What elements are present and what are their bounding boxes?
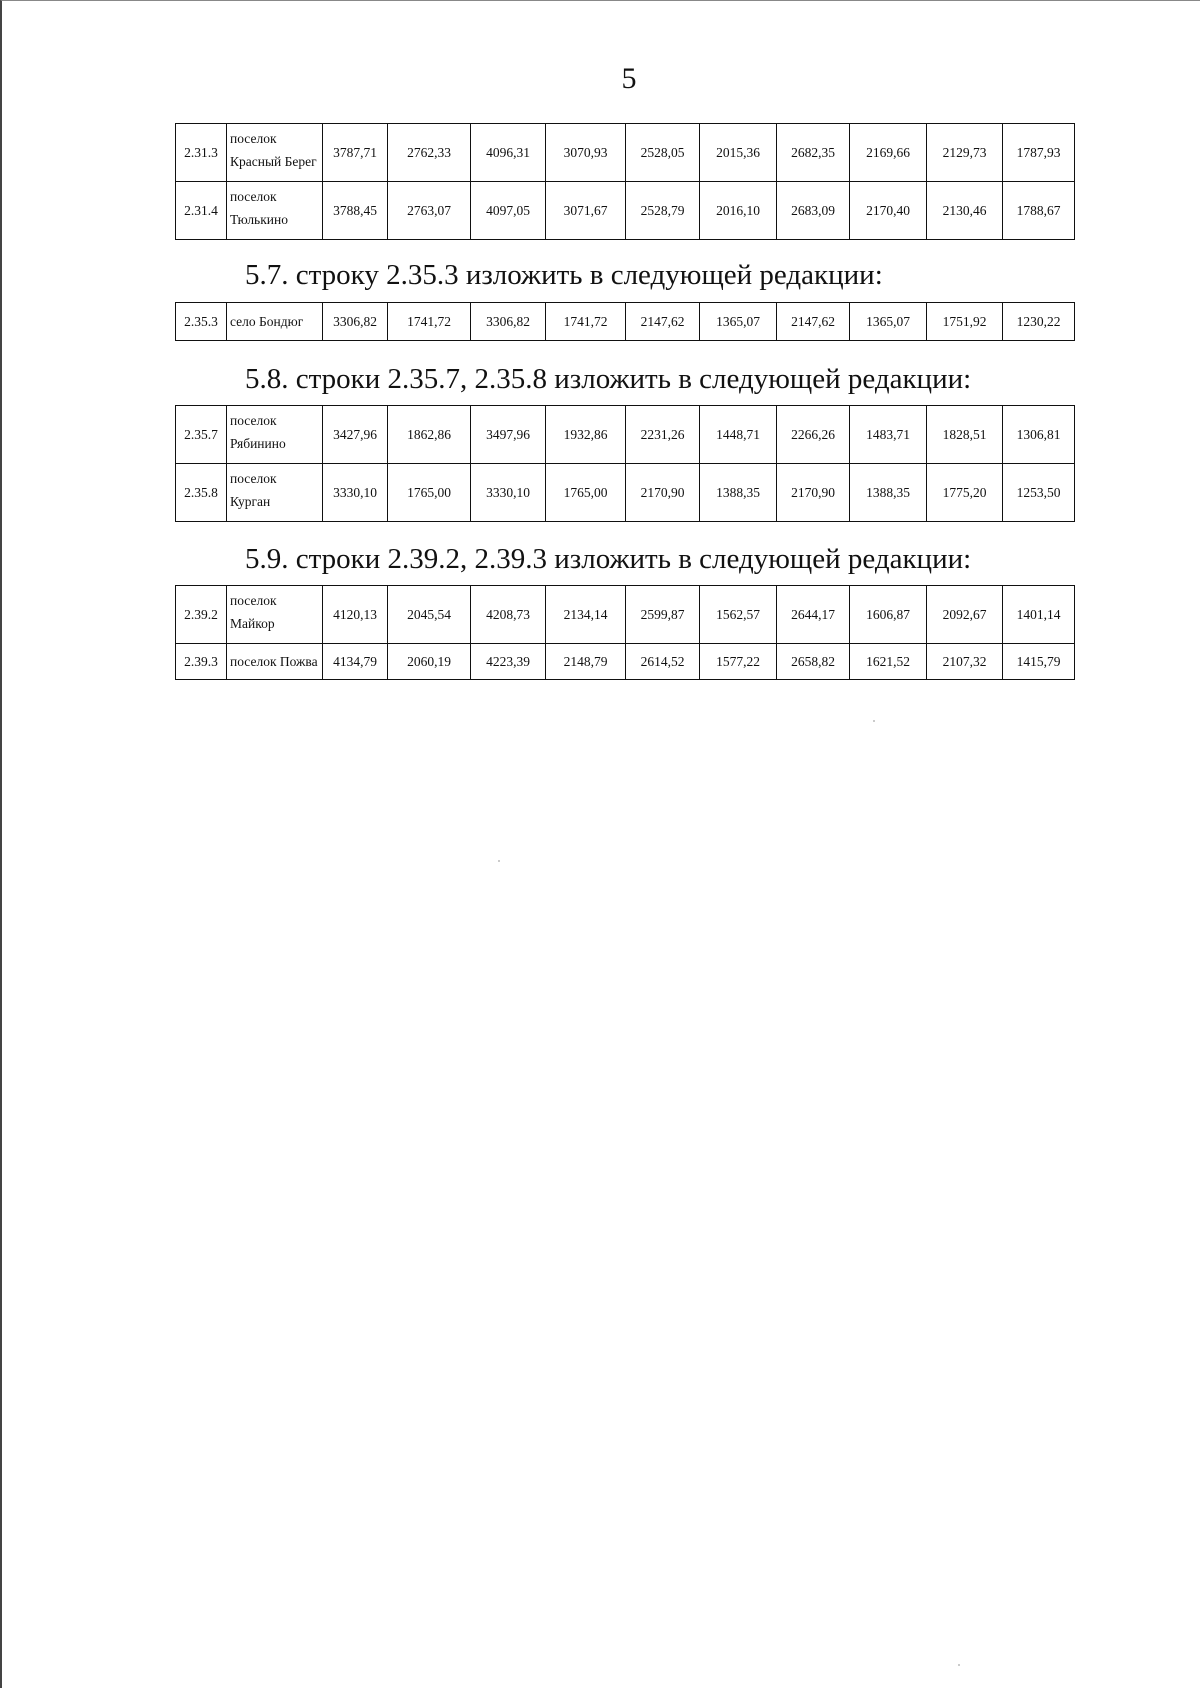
row-value: 4097,05 bbox=[471, 182, 546, 240]
row-value: 3427,96 bbox=[323, 406, 388, 464]
row-value: 1415,79 bbox=[1003, 644, 1075, 680]
row-value: 2599,87 bbox=[626, 586, 700, 644]
scan-speck bbox=[873, 720, 875, 722]
row-value: 1862,86 bbox=[388, 406, 471, 464]
row-code: 2.39.2 bbox=[176, 586, 227, 644]
row-value: 2266,26 bbox=[777, 406, 850, 464]
row-value: 2528,79 bbox=[626, 182, 700, 240]
row-value: 1230,22 bbox=[1003, 303, 1075, 341]
row-name-line1: поселок bbox=[230, 188, 277, 204]
row-value: 3306,82 bbox=[323, 303, 388, 341]
row-value: 1365,07 bbox=[850, 303, 927, 341]
row-value: 1577,22 bbox=[700, 644, 777, 680]
row-value: 3787,71 bbox=[323, 124, 388, 182]
table-row bbox=[176, 124, 1075, 182]
row-value: 1388,35 bbox=[700, 464, 777, 522]
row-value: 2147,62 bbox=[626, 303, 700, 341]
row-code: 2.31.4 bbox=[176, 182, 227, 240]
row-value: 1365,07 bbox=[700, 303, 777, 341]
row-value: 2682,35 bbox=[777, 124, 850, 182]
row-name: поселок Пожва bbox=[227, 644, 323, 680]
row-value: 1741,72 bbox=[388, 303, 471, 341]
row-name bbox=[227, 464, 323, 522]
row-value: 2528,05 bbox=[626, 124, 700, 182]
row-value: 1787,93 bbox=[1003, 124, 1075, 182]
row-value: 2092,67 bbox=[927, 586, 1003, 644]
row-value: 1562,57 bbox=[700, 586, 777, 644]
row-value: 2231,26 bbox=[626, 406, 700, 464]
row-value: 2763,07 bbox=[388, 182, 471, 240]
row-value: 3070,93 bbox=[546, 124, 626, 182]
row-name: село Бондюг bbox=[227, 303, 323, 341]
row-value: 2147,62 bbox=[777, 303, 850, 341]
row-value: 2169,66 bbox=[850, 124, 927, 182]
row-value: 2148,79 bbox=[546, 644, 626, 680]
row-value: 2060,19 bbox=[388, 644, 471, 680]
row-value: 2130,46 bbox=[927, 182, 1003, 240]
row-value: 1788,67 bbox=[1003, 182, 1075, 240]
row-value: 2129,73 bbox=[927, 124, 1003, 182]
row-code: 2.39.3 bbox=[176, 644, 227, 680]
row-name-line2: Рябинино bbox=[230, 435, 286, 451]
row-name bbox=[227, 182, 323, 240]
row-value: 2107,32 bbox=[927, 644, 1003, 680]
row-value: 2683,09 bbox=[777, 182, 850, 240]
row-value: 4120,13 bbox=[323, 586, 388, 644]
row-value: 4134,79 bbox=[323, 644, 388, 680]
row-value: 1828,51 bbox=[927, 406, 1003, 464]
row-value: 1388,35 bbox=[850, 464, 927, 522]
row-value: 2170,40 bbox=[850, 182, 927, 240]
row-value: 2016,10 bbox=[700, 182, 777, 240]
row-value: 1765,00 bbox=[388, 464, 471, 522]
row-name bbox=[227, 406, 323, 464]
page-number: 5 bbox=[621, 62, 637, 95]
row-name-line1: поселок bbox=[230, 412, 277, 428]
row-value: 3497,96 bbox=[471, 406, 546, 464]
row-value: 2658,82 bbox=[777, 644, 850, 680]
table-row bbox=[176, 182, 1075, 240]
table-rows-2-31 bbox=[175, 123, 1075, 240]
row-value: 1606,87 bbox=[850, 586, 927, 644]
row-value: 1765,00 bbox=[546, 464, 626, 522]
row-code: 2.35.3 bbox=[176, 303, 227, 341]
row-value: 4208,73 bbox=[471, 586, 546, 644]
section-heading-5-9: 5.9. строки 2.39.2, 2.39.3 изложить в следующей редакции: bbox=[245, 543, 972, 575]
scan-speck bbox=[498, 860, 500, 862]
table-row-2-35-3 bbox=[175, 302, 1075, 341]
row-value: 3306,82 bbox=[471, 303, 546, 341]
row-name-line1: поселок bbox=[230, 470, 277, 486]
row-name-line2: Курган bbox=[230, 493, 271, 509]
row-value: 2170,90 bbox=[626, 464, 700, 522]
row-value: 1401,14 bbox=[1003, 586, 1075, 644]
row-value: 1751,92 bbox=[927, 303, 1003, 341]
row-value: 2614,52 bbox=[626, 644, 700, 680]
table-row bbox=[176, 644, 1075, 680]
row-value: 3330,10 bbox=[323, 464, 388, 522]
row-value: 2762,33 bbox=[388, 124, 471, 182]
row-value: 3071,67 bbox=[546, 182, 626, 240]
row-code: 2.35.7 bbox=[176, 406, 227, 464]
row-name-line2: Майкор bbox=[230, 615, 275, 631]
row-value: 4096,31 bbox=[471, 124, 546, 182]
section-heading-5-8: 5.8. строки 2.35.7, 2.35.8 изложить в следующей редакции: bbox=[245, 363, 972, 395]
table-row bbox=[176, 303, 1075, 341]
row-value: 3330,10 bbox=[471, 464, 546, 522]
table-row bbox=[176, 406, 1075, 464]
row-value: 3788,45 bbox=[323, 182, 388, 240]
row-value: 1741,72 bbox=[546, 303, 626, 341]
row-value: 1775,20 bbox=[927, 464, 1003, 522]
row-name-line2: Тюлькино bbox=[230, 211, 288, 227]
row-code: 2.31.3 bbox=[176, 124, 227, 182]
row-value: 1621,52 bbox=[850, 644, 927, 680]
row-value: 2644,17 bbox=[777, 586, 850, 644]
row-value: 1932,86 bbox=[546, 406, 626, 464]
row-code: 2.35.8 bbox=[176, 464, 227, 522]
row-name-line1: поселок bbox=[230, 130, 277, 146]
row-value: 2015,36 bbox=[700, 124, 777, 182]
row-value: 2170,90 bbox=[777, 464, 850, 522]
row-value: 1306,81 bbox=[1003, 406, 1075, 464]
table-rows-2-39 bbox=[175, 585, 1075, 680]
row-name bbox=[227, 124, 323, 182]
row-value: 1483,71 bbox=[850, 406, 927, 464]
row-value: 4223,39 bbox=[471, 644, 546, 680]
row-value: 2045,54 bbox=[388, 586, 471, 644]
section-heading-5-7: 5.7. строку 2.35.3 изложить в следующей редакции: bbox=[245, 259, 883, 291]
row-value: 2134,14 bbox=[546, 586, 626, 644]
table-row bbox=[176, 464, 1075, 522]
table-row bbox=[176, 586, 1075, 644]
row-value: 1253,50 bbox=[1003, 464, 1075, 522]
row-name-line1: поселок bbox=[230, 592, 277, 608]
table-rows-2-35 bbox=[175, 405, 1075, 522]
scan-speck bbox=[958, 1664, 960, 1666]
row-value: 1448,71 bbox=[700, 406, 777, 464]
row-name bbox=[227, 586, 323, 644]
row-name-line2: Красный Берег bbox=[230, 153, 317, 169]
